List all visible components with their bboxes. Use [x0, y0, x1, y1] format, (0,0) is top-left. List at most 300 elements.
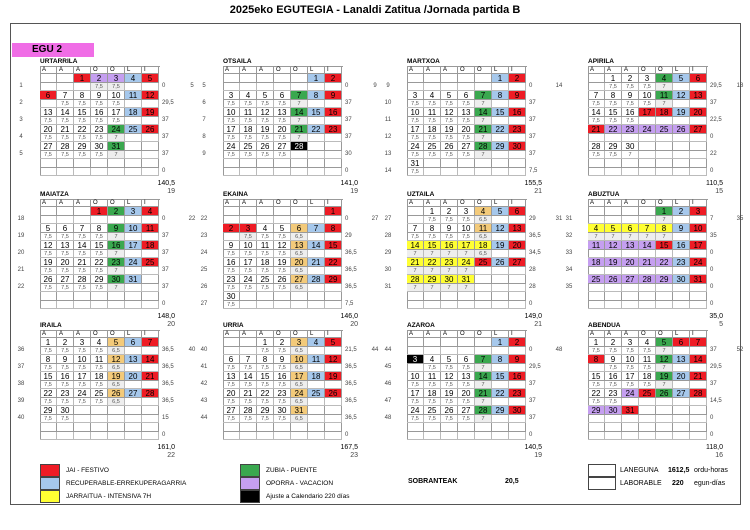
day-cell: 30: [509, 142, 526, 151]
week-number: 25: [200, 267, 208, 273]
day-cell: [605, 423, 622, 432]
legend-swatch-ajuste: [240, 490, 260, 503]
hours-cell: 7,5: [407, 151, 424, 159]
weekday-header: A: [588, 199, 605, 207]
hours-cell: 7: [622, 151, 639, 159]
hours-cell: 7,5: [441, 233, 458, 241]
hours-cell: 7,5: [74, 134, 91, 142]
hours-cell: 7,5: [605, 100, 622, 108]
week-number: 10: [384, 100, 392, 106]
day-cell: 9: [605, 355, 622, 364]
hours-cell: [407, 347, 424, 355]
day-cell: 18: [424, 125, 441, 134]
day-cell: 31: [690, 275, 707, 284]
day-cell: 18: [639, 372, 656, 381]
hours-cell: [108, 301, 125, 309]
hours-cell: [125, 83, 142, 91]
hours-cell: [108, 432, 125, 440]
day-cell: 23: [325, 125, 342, 134]
day-cell: 21: [588, 125, 605, 134]
day-cell: 27: [673, 389, 690, 398]
hours-cell: 7,5: [639, 83, 656, 91]
day-cell: 5: [441, 355, 458, 364]
week-total: 34,5: [529, 250, 541, 256]
hours-cell: [223, 233, 240, 241]
day-cell: 11: [240, 108, 257, 117]
hours-cell: 7,5: [40, 381, 57, 389]
day-cell: 12: [142, 91, 159, 100]
week-number: 41: [200, 364, 208, 370]
weekday-header: I: [690, 199, 707, 207]
day-cell: [108, 292, 125, 301]
weekday-header: A: [74, 199, 91, 207]
month-total: 148,0: [157, 313, 175, 320]
hours-cell: [142, 151, 159, 159]
hours-cell: [656, 398, 673, 406]
day-cell: 4: [240, 91, 257, 100]
week-total: 28: [529, 284, 536, 290]
hours-cell: 7: [605, 233, 622, 241]
day-cell: 6: [57, 224, 74, 233]
hours-cell: 7: [475, 117, 492, 125]
hours-cell: [240, 432, 257, 440]
hours-cell: 7: [588, 233, 605, 241]
week-total: 0: [710, 134, 714, 140]
day-cell: 31: [407, 159, 424, 168]
day-cell: 9: [509, 355, 526, 364]
hours-cell: 7,5: [57, 284, 74, 292]
hours-cell: 7,5: [91, 364, 108, 372]
day-cell: 24: [74, 389, 91, 398]
day-cell: [424, 338, 441, 347]
hours-cell: 7,5: [240, 250, 257, 258]
day-cell: 4: [588, 224, 605, 233]
hours-cell: 7,5: [40, 347, 57, 355]
hours-cell: 6,5: [291, 250, 308, 258]
hours-cell: 7,5: [424, 134, 441, 142]
day-cell: 26: [142, 125, 159, 134]
day-cell: [240, 338, 257, 347]
day-cell: [690, 292, 707, 301]
day-cell: 29: [605, 142, 622, 151]
hours-cell: 7: [441, 250, 458, 258]
weekday-header: A: [40, 66, 57, 74]
day-cell: 14: [475, 108, 492, 117]
weekday-header: I: [509, 330, 526, 338]
hours-cell: 7,5: [639, 100, 656, 108]
hours-cell: 7,5: [57, 100, 74, 108]
hours-cell: 7: [108, 267, 125, 275]
hours-cell: [40, 301, 57, 309]
week-number: 26: [200, 284, 208, 290]
hours-cell: [308, 415, 325, 423]
day-cell: 22: [308, 125, 325, 134]
day-cell: [673, 406, 690, 415]
day-cell: 30: [57, 406, 74, 415]
hours-cell: [142, 83, 159, 91]
day-cell: [475, 74, 492, 83]
day-cell: [458, 74, 475, 83]
hours-cell: [492, 347, 509, 355]
hours-cell: [622, 168, 639, 176]
hours-cell: [291, 432, 308, 440]
day-cell: 8: [257, 355, 274, 364]
hours-cell: [690, 216, 707, 224]
hours-cell: 7,5: [274, 364, 291, 372]
week-number: 28: [384, 233, 392, 239]
hours-cell: 7,5: [605, 83, 622, 91]
hours-cell: [605, 216, 622, 224]
week-number: 29: [384, 250, 392, 256]
hours-cell: [475, 83, 492, 91]
hours-cell: 7,5: [91, 284, 108, 292]
day-cell: 11: [257, 241, 274, 250]
week-total: 36,5: [345, 284, 357, 290]
day-cell: 11: [588, 241, 605, 250]
day-cell: 30: [91, 142, 108, 151]
day-cell: 17: [407, 125, 424, 134]
day-cell: 26: [257, 142, 274, 151]
weekday-header: L: [492, 330, 509, 338]
hours-cell: 7,5: [91, 134, 108, 142]
day-cell: 19: [108, 372, 125, 381]
hours-cell: [325, 284, 342, 292]
month-workdays: 19: [167, 188, 175, 195]
day-cell: 2: [622, 74, 639, 83]
month-name: AZAROA: [407, 322, 435, 329]
hours-cell: [291, 83, 308, 91]
hours-cell: 6,5: [291, 347, 308, 355]
hours-cell: 7: [475, 100, 492, 108]
hours-cell: 7: [407, 267, 424, 275]
weekday-header: O: [475, 199, 492, 207]
day-cell: [441, 292, 458, 301]
hours-cell: [690, 432, 707, 440]
hours-cell: [690, 134, 707, 142]
day-cell: 27: [291, 275, 308, 284]
day-cell: 25: [240, 142, 257, 151]
hours-cell: [509, 347, 526, 355]
hours-cell: 7: [424, 250, 441, 258]
hours-cell: [325, 168, 342, 176]
hours-cell: [223, 347, 240, 355]
hours-cell: 7,5: [605, 398, 622, 406]
day-cell: 25: [475, 258, 492, 267]
day-cell: 10: [407, 372, 424, 381]
hours-cell: [605, 301, 622, 309]
laborable-unit: egun-días: [694, 480, 726, 487]
hours-cell: [257, 432, 274, 440]
hours-cell: 7,5: [274, 151, 291, 159]
day-cell: 21: [308, 258, 325, 267]
day-cell: 18: [125, 108, 142, 117]
day-cell: 25: [142, 258, 159, 267]
week-number: 8: [202, 134, 206, 140]
laneguna-label: LANEGUNA: [620, 467, 659, 474]
hours-cell: [509, 250, 526, 258]
hours-cell: [125, 216, 142, 224]
hours-cell: [325, 381, 342, 389]
day-cell: 23: [622, 125, 639, 134]
hours-cell: [509, 134, 526, 142]
day-cell: [605, 207, 622, 216]
day-cell: [57, 292, 74, 301]
day-cell: 3: [407, 91, 424, 100]
hours-cell: [492, 284, 509, 292]
day-cell: 13: [622, 241, 639, 250]
day-cell: 2: [509, 74, 526, 83]
hours-cell: 7,5: [274, 284, 291, 292]
day-cell: 13: [458, 108, 475, 117]
weekday-header: A: [57, 330, 74, 338]
day-cell: 16: [274, 372, 291, 381]
day-cell: 5: [656, 338, 673, 347]
week-total: 0: [529, 432, 533, 438]
hours-cell: [639, 134, 656, 142]
hours-cell: [125, 151, 142, 159]
day-cell: 30: [509, 406, 526, 415]
hours-cell: [509, 117, 526, 125]
hours-cell: 7,5: [108, 100, 125, 108]
day-cell: 29: [492, 406, 509, 415]
hours-cell: [57, 83, 74, 91]
hours-cell: [622, 216, 639, 224]
day-cell: [108, 406, 125, 415]
day-cell: [91, 406, 108, 415]
hours-cell: [492, 117, 509, 125]
weekday-header: O: [639, 66, 656, 74]
hours-cell: 7,5: [407, 168, 424, 176]
week-total: 36,5: [345, 250, 357, 256]
hours-cell: 7,5: [605, 117, 622, 125]
hours-cell: [673, 364, 690, 372]
day-cell: [458, 338, 475, 347]
day-cell: 3: [639, 74, 656, 83]
day-cell: 23: [605, 389, 622, 398]
day-cell: 21: [690, 372, 707, 381]
weekday-header: L: [125, 330, 142, 338]
day-cell: 7: [74, 224, 91, 233]
weekday-header: A: [57, 199, 74, 207]
week-total: 37: [162, 151, 169, 157]
hours-cell: 7,5: [441, 151, 458, 159]
hours-cell: [605, 267, 622, 275]
hours-cell: [325, 267, 342, 275]
hours-cell: [639, 284, 656, 292]
hours-cell: 7,5: [622, 83, 639, 91]
weekday-header: A: [240, 330, 257, 338]
day-cell: [91, 159, 108, 168]
day-cell: 17: [690, 241, 707, 250]
weekday-header: O: [291, 66, 308, 74]
day-cell: 23: [509, 125, 526, 134]
week-total: 36,5: [345, 267, 357, 273]
hours-cell: 7,5: [605, 381, 622, 389]
hours-cell: [588, 250, 605, 258]
week-number: 39: [17, 398, 25, 404]
hours-cell: 7: [656, 364, 673, 372]
weekday-header: A: [622, 66, 639, 74]
day-cell: 10: [639, 91, 656, 100]
week-number: 6: [202, 100, 206, 106]
day-cell: 23: [441, 258, 458, 267]
hours-cell: [125, 134, 142, 142]
month-name: APIRILA: [588, 58, 614, 65]
month-total: 140,5: [524, 444, 542, 451]
day-cell: 31: [125, 275, 142, 284]
hours-cell: 7,5: [257, 267, 274, 275]
hours-cell: [673, 134, 690, 142]
day-cell: 5: [492, 207, 509, 216]
day-cell: 29: [492, 142, 509, 151]
day-cell: [325, 292, 342, 301]
week-number: 27: [384, 216, 392, 222]
day-cell: 15: [91, 241, 108, 250]
day-cell: 13: [458, 372, 475, 381]
weekday-header: O: [274, 330, 291, 338]
week-total: 0: [710, 415, 714, 421]
day-cell: [240, 423, 257, 432]
week-number: 19: [17, 233, 25, 239]
hours-cell: [509, 364, 526, 372]
hours-cell: 7,5: [622, 364, 639, 372]
day-cell: 24: [108, 125, 125, 134]
hours-cell: [40, 100, 57, 108]
hours-cell: 7,5: [424, 364, 441, 372]
hours-cell: 7,5: [407, 381, 424, 389]
day-cell: [475, 338, 492, 347]
day-cell: [639, 406, 656, 415]
day-cell: [142, 292, 159, 301]
day-cell: 3: [622, 338, 639, 347]
hours-cell: [509, 100, 526, 108]
day-cell: 14: [639, 241, 656, 250]
month-total: 35,0: [709, 313, 723, 320]
legend-swatch-vacacion: [240, 477, 260, 490]
week-number: 9: [373, 83, 377, 89]
day-cell: [509, 292, 526, 301]
hours-cell: [673, 415, 690, 423]
day-cell: 14: [407, 241, 424, 250]
hours-cell: 7,5: [458, 117, 475, 125]
day-cell: 20: [125, 372, 142, 381]
hours-cell: 7,5: [458, 134, 475, 142]
hours-cell: [492, 301, 509, 309]
day-cell: 14: [240, 372, 257, 381]
hours-cell: [424, 168, 441, 176]
day-cell: 7: [475, 91, 492, 100]
hours-cell: 7,5: [458, 100, 475, 108]
day-cell: 6: [125, 338, 142, 347]
hours-cell: [690, 151, 707, 159]
day-cell: 29: [325, 275, 342, 284]
hours-cell: 7: [108, 250, 125, 258]
day-cell: 12: [257, 108, 274, 117]
hours-cell: [509, 83, 526, 91]
weekday-header: I: [142, 330, 159, 338]
week-number: 12: [384, 134, 392, 140]
day-cell: 2: [57, 338, 74, 347]
weekday-header: I: [690, 330, 707, 338]
day-cell: 26: [274, 275, 291, 284]
day-cell: 1: [91, 207, 108, 216]
hours-cell: [424, 347, 441, 355]
week-total: 37: [529, 100, 536, 106]
month-total: 118,0: [706, 444, 723, 451]
day-cell: 26: [673, 125, 690, 134]
hours-cell: [673, 347, 690, 355]
day-cell: 8: [588, 355, 605, 364]
month-name: MARTXOA: [407, 58, 440, 65]
weekday-header: A: [57, 66, 74, 74]
week-number: 11: [384, 117, 392, 123]
month-workdays: 5: [719, 321, 723, 328]
hours-cell: [509, 381, 526, 389]
hours-cell: [125, 364, 142, 372]
hours-cell: 7: [656, 216, 673, 224]
month-total: 161,0: [157, 444, 175, 451]
day-cell: 29: [40, 406, 57, 415]
day-cell: [407, 292, 424, 301]
hours-cell: [622, 250, 639, 258]
group-badge: EGU 2: [12, 43, 94, 57]
day-cell: 13: [223, 372, 240, 381]
week-total: 0: [345, 168, 349, 174]
hours-cell: 7,5: [240, 134, 257, 142]
day-cell: [40, 159, 57, 168]
week-number: 23: [200, 233, 208, 239]
hours-cell: [274, 168, 291, 176]
hours-cell: [475, 284, 492, 292]
legend-swatch-recuperable: [40, 477, 60, 490]
hours-cell: [492, 250, 509, 258]
day-cell: 17: [240, 258, 257, 267]
hours-cell: 7,5: [91, 267, 108, 275]
day-cell: 13: [125, 355, 142, 364]
week-number: 18: [17, 216, 25, 222]
weekday-header: L: [673, 330, 690, 338]
hours-cell: [673, 168, 690, 176]
day-cell: [40, 423, 57, 432]
day-cell: 30: [441, 275, 458, 284]
hours-cell: 7,5: [458, 364, 475, 372]
week-total: 29,5: [529, 364, 541, 370]
hours-cell: [257, 301, 274, 309]
day-cell: [274, 159, 291, 168]
day-cell: [673, 423, 690, 432]
weekday-header: L: [492, 199, 509, 207]
day-cell: 1: [74, 74, 91, 83]
week-total: 0: [710, 267, 714, 273]
day-cell: [240, 74, 257, 83]
hours-cell: 7,5: [74, 233, 91, 241]
day-cell: [458, 292, 475, 301]
month-name: EKAINA: [223, 191, 248, 198]
day-cell: 1: [257, 338, 274, 347]
weekday-header: L: [673, 66, 690, 74]
day-cell: 4: [125, 74, 142, 83]
week-total: 7,5: [345, 301, 354, 307]
hours-cell: 7,5: [605, 364, 622, 372]
day-cell: [690, 406, 707, 415]
week-total: 0: [710, 432, 714, 438]
hours-cell: 7: [639, 233, 656, 241]
day-cell: 14: [475, 372, 492, 381]
hours-cell: [492, 415, 509, 423]
day-cell: 22: [257, 389, 274, 398]
hours-cell: 7,5: [40, 134, 57, 142]
hours-cell: [656, 301, 673, 309]
